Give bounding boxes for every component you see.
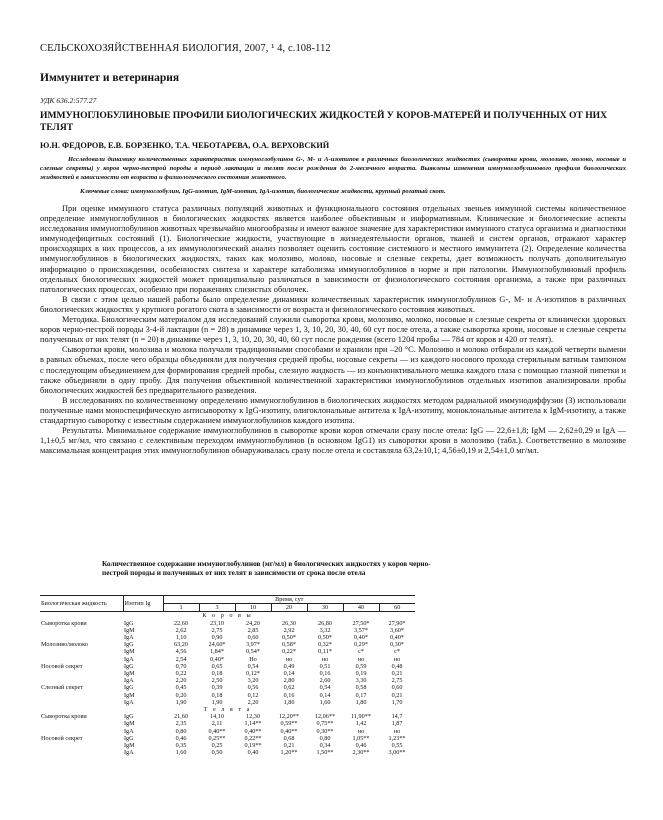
value-cell: 2,54: [175, 655, 187, 663]
paragraph: В исследованиях по количественному определению иммуноглобулинов в биологических жидкостях методом радиальной иммунодиффузии (3) использовали полученные нами моноспецифическую антисыворотку к IgG-изотипу, олигоклональные антитела к IgA-изотипу, моноклональные антитела к IgM-изотипу, а также стандартную сыворотку с известным содержанием иммуноглобулинов каждого изотипа.: [40, 395, 626, 425]
value-cell: 0,40*: [354, 634, 368, 642]
value-cell: 11,90**: [351, 713, 371, 721]
paragraph: Результаты. Минимальное содержание иммуноглобулинов в сыворотке крови коров отмечали сразу после отела: IgG — 22,6±1,8; IgM — 2,62±0,29 и IgA — 1,1±0,5 мг/мл, что связано с селективным переходом иммуноглобулинов (в основном IgG1) из сыворотки крови в молозиво (табл.). Соответственно в молозиве максимальная концентрация этих иммуноглобулинов обнаруживалась сразу после отела и составляла 63,2±10,1; 4,56±0,19 и 2,54±1,0 мг/мл.: [40, 426, 626, 456]
value-cell: 0,20: [175, 691, 187, 699]
value-cell: но: [357, 655, 365, 663]
value-cell: 0,40*: [390, 634, 404, 642]
value-cell: 24,60*: [208, 641, 226, 649]
value-cell: 1,05**: [352, 734, 370, 742]
value-cell: 0,40**: [244, 727, 262, 735]
value-cell: 14,10: [210, 713, 224, 721]
isotype-cell: IgA: [124, 655, 134, 663]
table-row: [40, 728, 415, 735]
value-cell: 0,50*: [318, 634, 332, 642]
value-cell: 3,60*: [390, 626, 404, 634]
value-cell: 0,39: [211, 684, 223, 692]
isotype-cell: IgM: [124, 670, 135, 678]
header-day: 40: [343, 604, 379, 612]
value-cell: но: [285, 655, 293, 663]
value-cell: 0,51: [319, 662, 331, 670]
paragraph: Методика. Биологическим материалом для исследований служили сыворотка крови, молозиво, молоко, носовые и слезные секреты от клинически здоровых коров черно-пестрой породы 3-4-й лактации (n = 28) в динамике через 1, 3, 10, 20, 30, 40, 60 сут после отела, а также сыворотка крови, носовые и слезные секреты полученных от них телят (n = 20) в динамике через 1, 3, 10, 20, 30, 40, 60 сут после рождения (всего 1204 пробы — 784 от коров и 420 от телят).: [40, 315, 626, 345]
header-day: 10: [235, 604, 271, 612]
value-cell: 26,30: [282, 619, 296, 627]
fluid-cell: Сыворотка крови: [41, 713, 87, 721]
value-cell: 0,40**: [208, 727, 226, 735]
table-row: [40, 699, 415, 706]
table-row: [40, 742, 415, 749]
isotype-cell: IgA: [124, 727, 134, 735]
isotype-cell: IgM: [124, 691, 135, 699]
fluid-cell: [40, 656, 123, 663]
value-cell: 0,30*: [390, 641, 404, 649]
value-cell: с*: [358, 648, 364, 656]
value-cell: 0,14: [283, 670, 295, 678]
value-cell: 63,20: [174, 641, 188, 649]
abstract: Исследовали динамику количественных характеристик иммуноглобулинов G-, M- и A-изотипов в различных биологических жидкостях (сыворотка крови, молозиво, молоко, носовые и слезные секреты) у коров черно-пестрой породы в период лактации и телят после рождения до 2-месячного возраста. Выявлены изменения иммуноглобулинового профиля биологических жидкостей в зависимости от возраста и физиологического состояния животного.: [40, 156, 626, 181]
value-cell: 0,14: [319, 691, 331, 699]
value-cell: 2,50: [211, 677, 223, 685]
value-cell: 1,14**: [244, 720, 262, 728]
fluid-cell: [40, 742, 123, 749]
value-cell: но: [393, 655, 401, 663]
header-fluid: Биологическая жидкость: [40, 596, 123, 612]
value-cell: 0,22: [175, 670, 187, 678]
fluid-cell: [40, 634, 123, 641]
table-row: [40, 692, 415, 699]
value-cell: 0,50: [211, 749, 223, 757]
value-cell: 0,75**: [316, 720, 334, 728]
value-cell: 0,59**: [280, 720, 298, 728]
value-cell: но: [393, 727, 401, 735]
value-cell: 0,16: [319, 670, 331, 678]
value-cell: 2,92: [283, 626, 295, 634]
table-header-row: [40, 596, 415, 604]
value-cell: 24,20: [246, 619, 260, 627]
value-cell: 2,11: [211, 720, 223, 728]
value-cell: 0,19: [355, 670, 367, 678]
value-cell: 3,20: [247, 677, 259, 685]
table-row: [40, 648, 415, 655]
value-cell: 0,68: [283, 734, 295, 742]
value-cell: 0,22*: [282, 648, 296, 656]
value-cell: 1,60: [175, 749, 187, 757]
value-cell: 0,56: [247, 684, 259, 692]
article-body: [40, 204, 626, 456]
value-cell: 2,80: [283, 677, 295, 685]
table-caption: Количественное содержание иммуноглобулинов (мг/мл) в биологических жидкостях у коров черно-пестрой породы и полученных от них телят в зависимости от срока после отела: [102, 559, 431, 578]
value-cell: 0,48: [391, 662, 403, 670]
table-row: [40, 620, 415, 627]
value-cell: 0,54: [247, 662, 259, 670]
table-row: [40, 656, 415, 663]
value-cell: 4,56: [175, 648, 187, 656]
fluid-cell: [40, 720, 123, 727]
value-cell: 0,40: [247, 749, 259, 757]
value-cell: 2,75: [211, 626, 223, 634]
value-cell: 0,12*: [246, 670, 260, 678]
value-cell: 0,58: [355, 684, 367, 692]
value-cell: 27,50*: [352, 619, 370, 627]
value-cell: 2,75: [391, 677, 403, 685]
keywords: Ключевые слова: иммуноглобулин, IgG-изотип, IgM-изотип, IgA-изотип, биологические жидкости, крупный рогатый скот.: [80, 188, 446, 195]
value-cell: 0,62: [283, 684, 295, 692]
table-row: [40, 720, 415, 727]
value-cell: 1,70: [391, 698, 403, 706]
value-cell: 0,70: [175, 662, 187, 670]
value-cell: 1,20**: [280, 749, 298, 757]
header-day: 60: [379, 604, 415, 612]
table-row: [40, 684, 415, 691]
fluid-cell: Носовой секрет: [41, 662, 83, 670]
value-cell: 27,90*: [388, 619, 406, 627]
value-cell: 1,23**: [388, 734, 406, 742]
fluid-cell: Сыворотка крови: [41, 619, 87, 627]
isotype-cell: IgM: [124, 648, 135, 656]
table-row: [40, 713, 415, 720]
table-row: [40, 634, 415, 641]
group-label: Т е л я т а: [203, 706, 252, 714]
fluid-cell: Слезный секрет: [41, 684, 83, 692]
table-row: [40, 663, 415, 670]
isotype-cell: IgM: [124, 742, 135, 750]
value-cell: 0,12: [247, 691, 259, 699]
value-cell: 0,18: [211, 670, 223, 678]
value-cell: 1,60: [319, 698, 331, 706]
value-cell: 0,46: [355, 742, 367, 750]
fluid-cell: [40, 627, 123, 634]
value-cell: 2,35: [175, 720, 187, 728]
isotype-cell: IgM: [124, 626, 135, 634]
isotype-cell: IgG: [124, 684, 134, 692]
isotype-cell: IgG: [124, 734, 134, 742]
value-cell: 0,34: [319, 742, 331, 750]
value-cell: 0,16: [283, 691, 295, 699]
value-cell: 0,21: [391, 691, 403, 699]
isotype-cell: IgG: [124, 619, 134, 627]
article-authors: Ю.Н. ФЕДОРОВ, Е.В. БОРЗЕНКО, Т.А. ЧЕБОТАРЕВА, О.А. ВЕРХОВСКИЙ: [40, 141, 330, 150]
udk-code: УДК 636.2:577.27: [40, 96, 97, 105]
value-cell: 0,65: [211, 662, 223, 670]
value-cell: 2,20: [247, 698, 259, 706]
value-cell: 0,80: [175, 727, 187, 735]
value-cell: 0,45: [175, 684, 187, 692]
paragraph: Сыворотки крови, молозива и молока получали традиционными способами и хранили при –20 °C. Молозиво и молоко отбирали из каждой четверти вымени в равных объемах, после чего образцы объединяли для получения средней пробы, носовые секреты — из каждого носового прохода стерильным ватным тампоном с последующим объединением для формирования средней пробы, слезную жидкость — из конъюнктивального мешка каждого глаза с помощью глазной пипетки и также объединяли в одну пробу. Для получения объективной количественной характеристики иммуноглобулинов отдельных изотипов анализировали пробы биологических жидкостей без предварительного разведения.: [40, 345, 626, 395]
isotype-cell: IgA: [124, 634, 134, 642]
paragraph: При оценке иммунного статуса различных популяций животных и функционального состояния отдельных звеньев иммунной системы количественное определение иммуноглобулинов в биологических жидкостях является наиболее объективным и информативным. Клинические и биологические аспекты исследования иммуноглобулинов животных чрезвычайно многообразны и имеют важное значение для характеристики иммунного статуса организма и диагностики иммунодефицитных состояний (1). Биологические жидкости, участвующие в жизнедеятельности органов, тканей и систем органов, отражают характер происходящих в них процессов, а их иммунологический анализ позволяет оценить состояние системного и местного иммунитета (2). Определение количества иммуноглобулинов в биологических жидкостях, таких как молозиво, молоко, носовые и слезные секреты, дает возможность получать дополнительную информацию о происхождении, особенностях синтеза и характере катаболизма иммуноглобулинов в норме и при патологии. Иммуноглобулиновый профиль отдельных биологических жидкостей может принципиально различаться в зависимости от физиологического состояния организма, а также при различных патологических процессах, особенно при поражениях слизистых оболочек.: [40, 204, 626, 294]
value-cell: 12,30: [246, 713, 260, 721]
table-row: [40, 670, 415, 677]
value-cell: 2,62: [175, 626, 187, 634]
value-cell: 0,22**: [244, 734, 262, 742]
value-cell: 0,54*: [246, 648, 260, 656]
table-group-row: [40, 706, 415, 713]
immunoglobulin-table: [40, 595, 415, 756]
journal-header: СЕЛЬСКОХОЗЯЙСТВЕННАЯ БИОЛОГИЯ, 2007, ¹ 4, с.108-112: [40, 43, 331, 54]
group-label: К о р о в ы: [202, 612, 253, 620]
table-row: [40, 749, 415, 756]
value-cell: 0,18: [211, 691, 223, 699]
fluid-cell: Молозиво/молоко: [41, 641, 88, 649]
value-cell: 3,00**: [388, 749, 406, 757]
value-cell: но: [357, 727, 365, 735]
fluid-cell: [40, 692, 123, 699]
value-cell: 0,25**: [208, 734, 226, 742]
value-cell: 1,80: [283, 698, 295, 706]
table-row: [40, 735, 415, 742]
value-cell: 0,54: [319, 684, 331, 692]
value-cell: 0,19**: [244, 742, 262, 750]
fluid-cell: [40, 728, 123, 735]
value-cell: 0,90: [211, 634, 223, 642]
isotype-cell: IgA: [124, 749, 134, 757]
fluid-cell: Носовой секрет: [41, 734, 83, 742]
fluid-cell: [40, 677, 123, 684]
value-cell: 12,20**: [278, 713, 300, 721]
value-cell: Но: [249, 655, 257, 663]
value-cell: но: [321, 655, 329, 663]
isotype-cell: IgG: [124, 641, 134, 649]
header-day: 30: [307, 604, 343, 612]
value-cell: 2,20: [175, 677, 187, 685]
value-cell: 0,55: [391, 742, 403, 750]
value-cell: 0,50*: [282, 634, 296, 642]
table-group-row: [40, 612, 415, 620]
value-cell: 0,11*: [318, 648, 332, 656]
table-row: [40, 627, 415, 634]
header-day: 20: [271, 604, 307, 612]
table-row: [40, 641, 415, 648]
value-cell: 21,60: [174, 713, 188, 721]
value-cell: 0,60: [247, 634, 259, 642]
article-title: ИММУНОГЛОБУЛИНОВЫЕ ПРОФИЛИ БИОЛОГИЧЕСКИХ ЖИДКОСТЕЙ У КОРОВ-МАТЕРЕЙ И ПОЛУЧЕННЫХ ОТ НИХ ТЕЛЯТ: [40, 110, 608, 133]
value-cell: 1,90: [175, 698, 187, 706]
value-cell: 0,17: [355, 691, 367, 699]
header-isotype: Изотип Ig: [123, 596, 163, 612]
value-cell: 0,60: [391, 684, 403, 692]
value-cell: 2,30**: [352, 749, 370, 757]
value-cell: 3,97*: [246, 641, 260, 649]
isotype-cell: IgA: [124, 677, 134, 685]
value-cell: 1,90: [211, 698, 223, 706]
value-cell: 0,59: [355, 662, 367, 670]
paragraph: В связи с этим целью нашей работы было определение динамики количественных характеристик иммуноглобулинов G-, M- и A-изотипов в различных биологических жидкостях у крупного рогатого скота в зависимости от возраста и физиологического состояния животных.: [40, 294, 626, 314]
value-cell: 23,10: [210, 619, 224, 627]
header-day: 1: [163, 604, 199, 612]
value-cell: 0,30**: [316, 727, 334, 735]
value-cell: 2,85: [247, 626, 259, 634]
value-cell: 0,46: [175, 734, 187, 742]
value-cell: 3,57*: [354, 626, 368, 634]
table-row: [40, 677, 415, 684]
value-cell: 0,40**: [280, 727, 298, 735]
isotype-cell: IgG: [124, 662, 134, 670]
value-cell: 3,32: [319, 626, 331, 634]
value-cell: 1,10: [175, 634, 187, 642]
fluid-cell: [40, 670, 123, 677]
value-cell: 0,80: [319, 734, 331, 742]
value-cell: 12,06**: [314, 713, 336, 721]
fluid-cell: [40, 648, 123, 655]
value-cell: 0,29*: [354, 641, 368, 649]
isotype-cell: IgA: [124, 698, 134, 706]
value-cell: 2,60: [319, 677, 331, 685]
value-cell: 1,42: [355, 720, 367, 728]
value-cell: 0,32*: [318, 641, 332, 649]
value-cell: 1,84*: [210, 648, 224, 656]
value-cell: 0,25: [211, 742, 223, 750]
value-cell: 1,80: [355, 698, 367, 706]
isotype-cell: IgM: [124, 720, 135, 728]
value-cell: 1,50**: [316, 749, 334, 757]
header-day: 3: [199, 604, 235, 612]
value-cell: 0,35: [175, 742, 187, 750]
value-cell: 26,80: [318, 619, 332, 627]
header-time: Время, сут: [163, 596, 415, 604]
value-cell: 0,49: [283, 662, 295, 670]
value-cell: 14,7: [391, 713, 403, 721]
value-cell: 3,30: [355, 677, 367, 685]
fluid-cell: [40, 749, 123, 756]
value-cell: 22,60: [174, 619, 188, 627]
section-title: Иммунитет и ветеринария: [40, 72, 180, 84]
value-cell: 1,87: [391, 720, 403, 728]
value-cell: 0,40*: [210, 655, 224, 663]
isotype-cell: IgG: [124, 713, 134, 721]
value-cell: 0,21: [391, 670, 403, 678]
fluid-cell: [40, 699, 123, 706]
value-cell: 0,58*: [282, 641, 296, 649]
value-cell: 0,21: [283, 742, 295, 750]
value-cell: с*: [394, 648, 400, 656]
